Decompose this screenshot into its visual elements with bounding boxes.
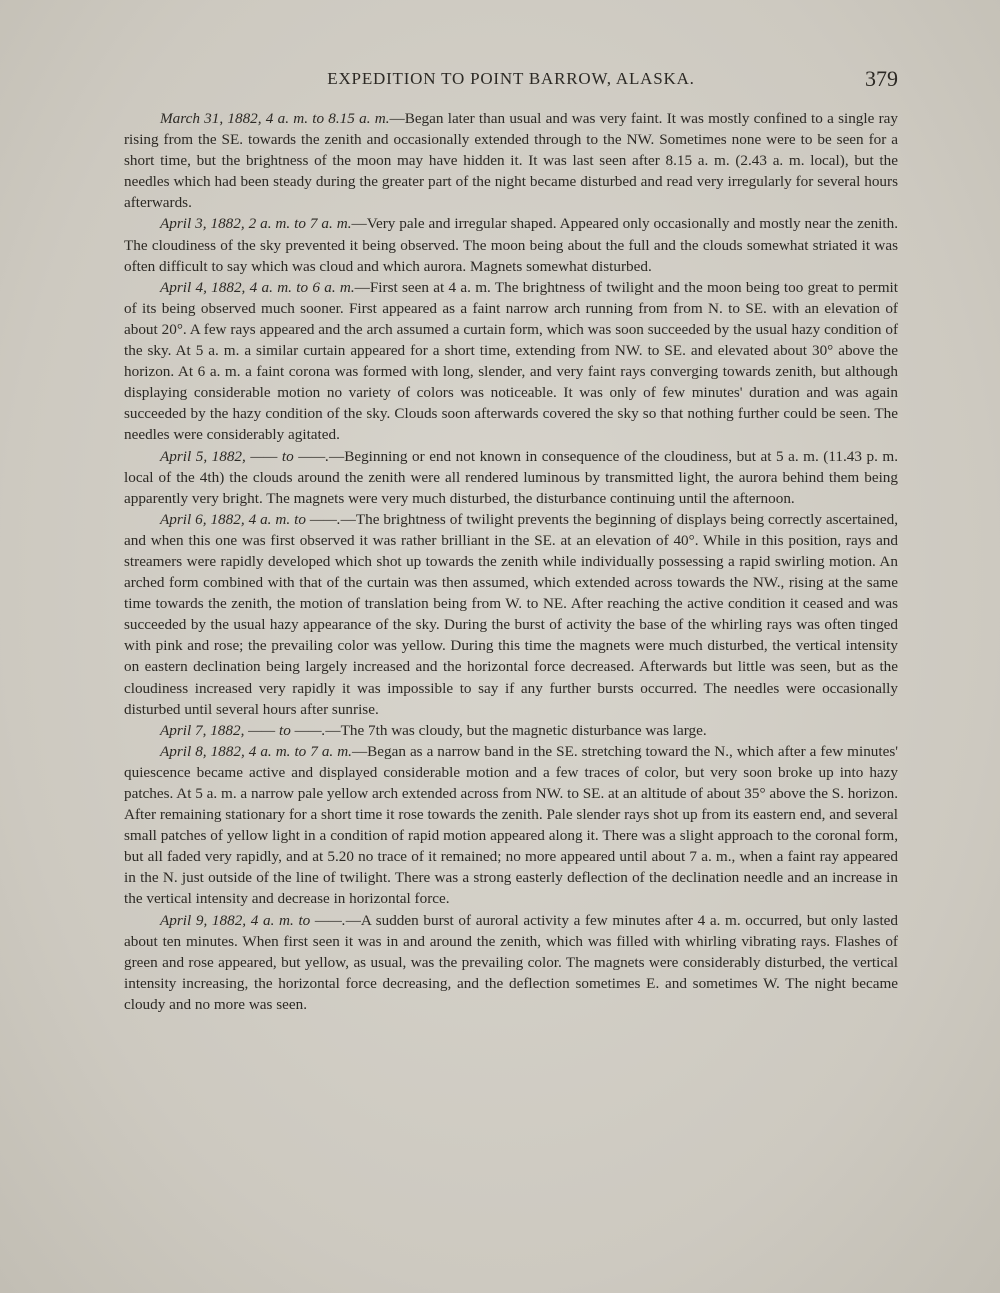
entry-date: April 6, 1882, 4 a. m. to ——. (160, 510, 341, 528)
paragraph-march-31 (124, 108, 898, 213)
running-head (124, 66, 898, 94)
entry-text: —A sudden burst of auroral activity a few minutes after 4 a. m. occurred, but only lasted about ten minutes. When first seen it was in and around the zenith, which was filled with whirling vibrating rays. Flashes of green and rose appeared, but yellow, as usual, was the prevailing color. The magnets were considerably disturbed, the vertical intensity increasing, the horizontal force decreasing, and the deflection sometimes E. and sometimes W. The night became cloudy and no more was seen. (124, 911, 899, 1013)
paragraph-april-6 (124, 509, 898, 720)
paragraph-april-5 (124, 446, 898, 509)
entry-text: —The 7th was cloudy, but the magnetic disturbance was large. (325, 721, 707, 739)
entry-date: March 31, 1882, 4 a. m. to 8.15 a. m. (160, 110, 390, 127)
entry-text: —First seen at 4 a. m. The brightness of twilight and the moon being too great to permit of its being observed much sooner. First appeared as a faint narrow arch running from from N. to SE. with an elevation of about 20°. A few rays appeared and the arch assumed a curtain form, which was soon succeeded by the usual hazy condition of the sky. At 5 a. m. a similar curtain appeared for a short time, extending from NW. to SE. and elevated about 30° above the horizon. At 6 a. m. a faint corona was formed with long, slender, and very faint rays converging towards zenith, but although displaying considerable motion no variety of colors was noticeable. It was only of few minutes' duration and was again succeeded by the hazy condition of the sky. Clouds soon afterwards covered the sky so that nothing further could be seen. The needles were considerably agitated. (124, 278, 898, 444)
entry-date: April 5, 1882, —— to ——. (160, 447, 330, 465)
entry-text: —Very pale and irregular shaped. Appeared only occasionally and mostly near the zenith. The cloudiness of the sky prevented it being observed. The moon being about the full and the clouds somewhat striated it was often difficult to say which was cloud and which aurora. Magnets somewhat disturbed. (124, 215, 898, 275)
paragraph-april-4 (124, 277, 898, 446)
entry-date: April 7, 1882, —— to ——. (160, 721, 326, 739)
entry-text: —Beginning or end not known in consequence of the cloudiness, but at 5 a. m. (11.43 p. m. local of the 4th) the clouds around the zenith were all rendered luminous by transmitted light, the aurora behind them being apparently very bright. The magnets were very much disturbed, the disturbance continuing until the afternoon. (124, 447, 898, 507)
page-number: 379 (865, 66, 898, 91)
entry-text: —Began later than usual and was very faint. It was mostly confined to a single ray rising from the SE. towards the zenith and occasionally extended through to the NW. Sometimes none were to be seen for a short time, but the brightness of the moon may have hidden it. It was last seen after 8.15 a. m. (2.43 a. m. local), but the needles which had been steady during the greater part of the night became disturbed and read very irregularly for several hours afterwards. (124, 110, 898, 212)
entry-date: April 9, 1882, 4 a. m. to ——. (160, 911, 346, 929)
entry-date: April 8, 1882, 4 a. m. to 7 a. m. (160, 742, 352, 760)
paragraph-april-3 (124, 213, 898, 276)
entry-text: —Began as a narrow band in the SE. stretching toward the N., which after a few minutes' quiescence became active and displayed considerable motion and a few traces of color, but very soon broke up into hazy patches. At 5 a. m. a narrow pale yellow arch extended across from NW. to SE. at an altitude of about 35° above the S. horizon. After remaining stationary for a short time it rose towards the zenith. Pale slender rays shot up from its eastern end, and several small patches of yellow light in a condition of rapid motion appeared along it. There was a slight approach to the coronal form, but all faded very rapidly, and at 5.20 no trace of it remained; no more appeared until about 7 a. m., when a faint ray appeared in the N. just outside of the line of twilight. There was a strong easterly deflection of the declination needle and an increase in the vertical intensity and decrease in horizontal force. (124, 742, 898, 908)
running-title: EXPEDITION TO POINT BARROW, ALASKA. (327, 69, 695, 88)
entry-date: April 4, 1882, 4 a. m. to 6 a. m. (160, 278, 355, 296)
paragraph-april-9 (124, 910, 898, 1015)
paragraph-april-7 (124, 720, 898, 741)
body-text (124, 108, 898, 1015)
entry-date: April 3, 1882, 2 a. m. to 7 a. m. (160, 215, 352, 233)
paragraph-april-8 (124, 741, 898, 910)
entry-text: —The brightness of twilight prevents the beginning of displays being correctly ascertained, and when this one was first observed it was rather brilliant in the SE. at an elevation of 40°. While in this position, rays and streamers were rapidly developed which shot up towards the zenith while individually possessing a rapid swirling motion. An arched form combined with that of the curtain was then assumed, which extended across towards the NW., rising at the same time towards the zenith, the motion of translation being from W. to NE. After reaching the active condition it ceased and was succeeded by the usual hazy appearance of the sky. During the burst of activity the base of the whirling rays was often tinged with pink and rose; the prevailing color was yellow. During this time the magnets were much disturbed, the vertical intensity on eastern declination being largely increased and the horizontal force decreased. Afterwards but little was seen, but as the cloudiness increased very rapidly it was impossible to say if any further bursts occurred. The needles were occasionally disturbed until several hours after sunrise. (124, 510, 898, 718)
